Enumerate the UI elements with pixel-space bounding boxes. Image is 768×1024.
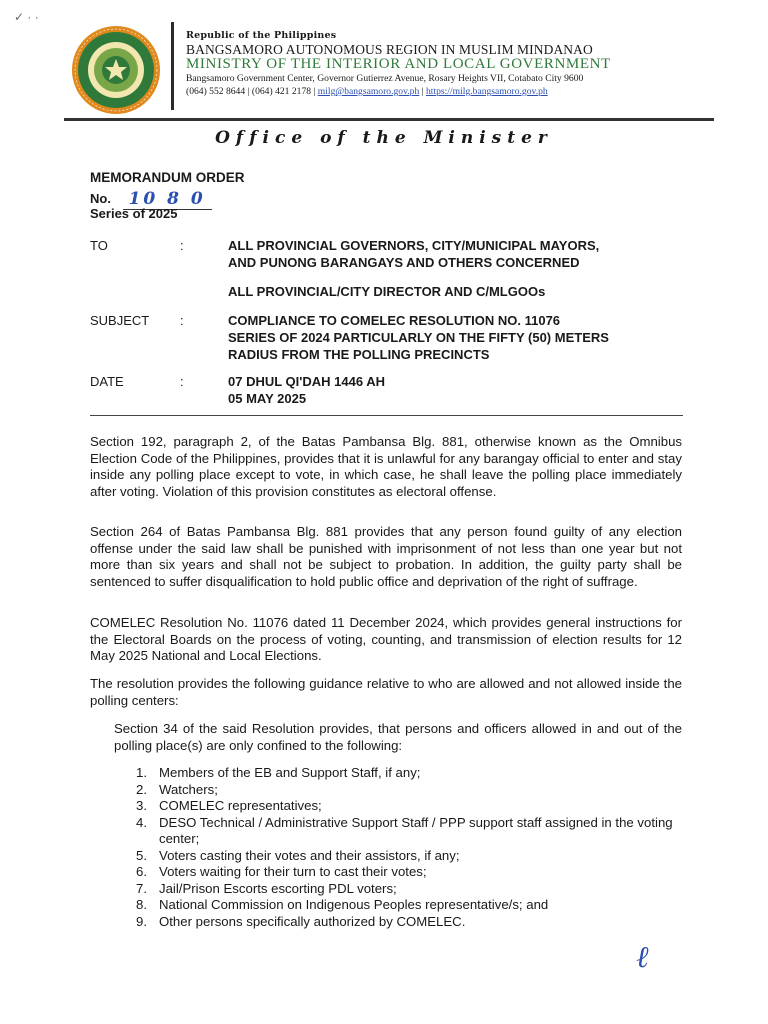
region-line: BANGSAMORO AUTONOMOUS REGION IN MUSLIM MINDANAO bbox=[186, 42, 593, 57]
list-item: 8. National Commission on Indigenous Peoples representative/s; and bbox=[136, 897, 549, 912]
date-label: DATE bbox=[90, 374, 124, 389]
date-text bbox=[228, 373, 385, 407]
ministry-name: MINISTRY OF THE INTERIOR AND LOCAL GOVERNMENT bbox=[186, 56, 611, 72]
office-title: Office of the Minister bbox=[215, 128, 553, 148]
paragraph-4: The resolution provides the following guidance relative to who are allowed and not allowed inside the polling centers: bbox=[90, 676, 682, 708]
list-item: 1. Members of the EB and Support Staff, if any; bbox=[136, 765, 421, 780]
paragraph-3: COMELEC Resolution No. 11076 dated 11 December 2024, which provides general instructions for the Electoral Boards on the process of voting, counting, and transmission of election results for 12 May 2025 National and Local Elections. bbox=[90, 615, 682, 663]
milg-seal-logo bbox=[70, 24, 162, 116]
website-link[interactable]: https://milg.bangsamoro.gov.ph bbox=[426, 86, 548, 97]
date-colon: : bbox=[180, 374, 184, 389]
subject-text bbox=[228, 312, 609, 363]
list-item: 5. Voters casting their votes and their assistors, if any; bbox=[136, 847, 460, 863]
to-label: TO bbox=[90, 238, 108, 253]
list-item: 7. Jail/Prison Escorts escorting PDL voters; bbox=[136, 880, 397, 896]
to-line-3: ALL PROVINCIAL/CITY DIRECTOR AND C/MLGOOs bbox=[228, 284, 546, 299]
to-recipients bbox=[228, 237, 599, 271]
list-item: 9. Other persons specifically authorized by COMELEC. bbox=[136, 913, 466, 929]
list-item: 2. Watchers; bbox=[136, 781, 218, 797]
ministry-address: Bangsamoro Government Center, Governor Gutierrez Avenue, Rosary Heights VII, Cotabato City 9600 bbox=[186, 73, 584, 84]
phone-2: (064) 421 2178 bbox=[251, 86, 312, 97]
allowed-persons-list bbox=[136, 765, 686, 930]
subject-line-3: RADIUS FROM THE POLLING PRECINCTS bbox=[228, 347, 490, 362]
to-colon: : bbox=[180, 238, 184, 253]
to-line-2: AND PUNONG BARANGAYS AND OTHERS CONCERNED bbox=[228, 255, 580, 270]
subject-line-2: SERIES OF 2024 PARTICULARLY ON THE FIFTY (50) METERS bbox=[228, 330, 609, 345]
date-hijri: 07 DHUL QI'DAH 1446 AH bbox=[228, 374, 385, 389]
list-item: 6. Voters waiting for their turn to cast their votes; bbox=[136, 864, 427, 879]
contact-line: (064) 552 8644 | (064) 421 2178 | milg@bangsamoro.gov.ph | https://milg.bangsamoro.gov.ph bbox=[186, 86, 548, 97]
letterhead-rule bbox=[64, 118, 714, 121]
paragraph-2: Section 264 of Batas Pambansa Blg. 881 provides that any person found guilty of any election offense under the said law shall be punished with imprisonment of not less than one year but not more than six years and shall not be subject to probation. In addition, the guilty party shall be sentenced to suffer disqualification to hold public office and deprivation of the right of suffrage. bbox=[90, 524, 682, 589]
republic-line: Republic of the Philippines bbox=[186, 30, 337, 41]
email-link[interactable]: milg@bangsamoro.gov.ph bbox=[317, 86, 420, 97]
handwritten-initial-signature: ℓ bbox=[636, 940, 649, 975]
list-item: 4. DESO Technical / Administrative Support Staff / PPP support staff assigned in the voting center; bbox=[136, 814, 673, 846]
memo-number-label: No. bbox=[90, 191, 111, 206]
subject-label: SUBJECT bbox=[90, 313, 150, 328]
memo-number-handwritten: 10 8 0 bbox=[123, 189, 212, 210]
date-gregorian: 05 MAY 2025 bbox=[228, 391, 307, 406]
memo-type-label: MEMORANDUM ORDER bbox=[90, 170, 245, 185]
letterhead-divider bbox=[171, 22, 174, 110]
to-line-1: ALL PROVINCIAL GOVERNORS, CITY/MUNICIPAL MAYORS, bbox=[228, 238, 600, 253]
header-rule bbox=[90, 415, 683, 416]
paragraph-5: Section 34 of the said Resolution provides, that persons and officers allowed in and out of the polling place(s) are only confined to the following: bbox=[114, 721, 682, 753]
list-item: 3. COMELEC representatives; bbox=[136, 798, 322, 813]
subject-colon: : bbox=[180, 313, 184, 328]
phone-1: (064) 552 8644 bbox=[186, 86, 246, 97]
memo-series: Series of 2025 bbox=[90, 206, 178, 221]
subject-line-1: COMPLIANCE TO COMELEC RESOLUTION NO. 11076 bbox=[228, 313, 561, 328]
paragraph-1: Section 192, paragraph 2, of the Batas Pambansa Blg. 881, otherwise known as the Omnibus Election Code of the Philippines, provides that it is unlawful for any barangay official to enter and stay inside any polling place except to vote, in which case, he shall leave the polling place immediately after voting. Violation of this provision constitutes as electoral offense. bbox=[90, 434, 682, 499]
scan-mark-icon: ✓ · · bbox=[14, 10, 39, 24]
